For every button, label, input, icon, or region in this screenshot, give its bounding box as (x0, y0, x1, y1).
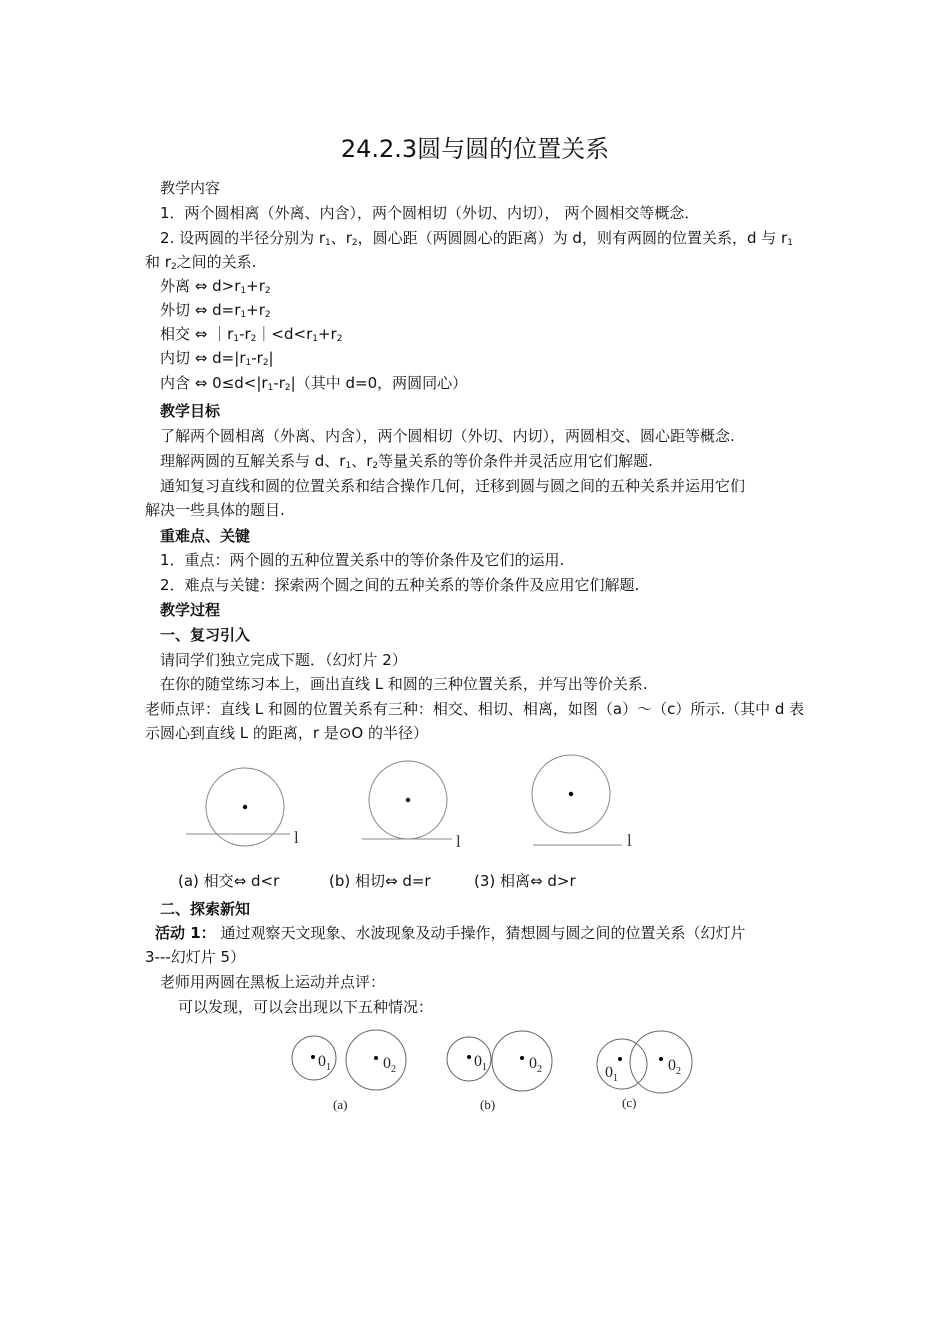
o2-label-a: $0_2$ (383, 1055, 396, 1075)
fig1-caption-a: (a) 相交⇔ d<r (178, 872, 280, 890)
content-item-2: 2. 设两圆的半径分别为 $r_1$、$r_2$，圆心距（两圆圆心的距离）为 d，则有两圆的位置关系，d 与 $r_1$ (160, 229, 793, 248)
figure-1a (186, 768, 290, 846)
paragraph-1: 请同学们独立完成下题．（幻灯片 2） (160, 651, 407, 669)
center-dot (569, 792, 573, 796)
activity-1: 活动 1： 通过观察天文现象、水波现象及动手操作，猜想圆与圆之间的位置关系（幻灯片 (155, 924, 746, 942)
key-heading: 重难点、关键 (160, 527, 251, 545)
fig1-caption-b: (b) 相切⇔ d=r (329, 872, 431, 890)
o1-label-c: $0_1$ (605, 1064, 618, 1084)
paragraph-3-cont: 示圆心到直线 L 的距离，r 是⊙O 的半径） (145, 724, 428, 742)
o1-label-a: $0_1$ (318, 1053, 331, 1073)
content-heading: 教学内容 (160, 179, 221, 197)
goal-1: 了解两个圆相离（外离、内含），两个圆相切（外切、内切），两圆相交、圆心距等概念. (160, 427, 735, 445)
goal-3: 通知复习直线和圆的位置关系和结合操作几何，迁移到圆与圆之间的五种关系并运用它们 (160, 477, 746, 495)
fig2-caption-c: (c) (622, 1095, 637, 1110)
line-label-c: l (627, 831, 632, 850)
paragraph-2: 在你的随堂练习本上，画出直线 L 和圆的三种位置关系，并写出等价关系. (160, 675, 648, 693)
key-2: 2．难点与关键：探索两个圆之间的五种关系的等价条件及应用它们解题. (160, 576, 640, 594)
paragraph-3: 老师点评：直线 L 和圆的位置关系有三种：相交、相切、相离，如图（a）～（c）所示.（其中 d 表 (145, 700, 805, 718)
section-1-heading: 一、复习引入 (160, 626, 251, 644)
relation-neihan: 内含 ⇔ $0\le d<|r_1-r_2|$（其中 d=0，两圆同心） (160, 374, 468, 393)
center-dot (406, 798, 410, 802)
key-1: 1．重点：两个圆的五种位置关系中的等价条件及它们的运用. (160, 551, 565, 569)
o1-label-b: $0_1$ (474, 1053, 487, 1073)
page-title: 24.2.3圆与圆的位置关系 (340, 135, 610, 163)
content-item-1: 1．两个圆相离（外离、内含），两个圆相切（外切、内切）， 两个圆相交等概念． (160, 204, 700, 222)
center-dot (243, 805, 247, 809)
relation-waili: 外离 ⇔ $d>r_1+r_2$ (160, 277, 271, 296)
section-2-heading: 二、探索新知 (160, 900, 251, 918)
line-label-b: l (456, 832, 461, 851)
figure-2c (597, 1031, 692, 1093)
paragraph-5: 可以发现，可以会出现以下五种情况： (178, 998, 434, 1016)
relation-neiqie: 内切 ⇔ $d=|r_1-r_2|$ (160, 349, 274, 368)
fig2-caption-a: (a) (333, 1097, 348, 1112)
goals-heading: 教学目标 (160, 402, 221, 420)
relation-xiangjiao: 相交 ⇔ $|r_1-r_2|<d<r_1+r_2$ (160, 325, 343, 344)
goal-2: 理解两圆的互解关系与 d、$r_1$、$r_2$等量关系的等价条件并灵活应用它们解题. (160, 452, 653, 471)
fig1-caption-c: (3) 相离⇔ d>r (474, 872, 576, 890)
activity-1-cont: 3---幻灯片 5） (145, 948, 246, 966)
process-heading: 教学过程 (160, 601, 221, 619)
paragraph-4: 老师用两圆在黑板上运动并点评： (160, 973, 386, 991)
o2-label-c: $0_2$ (668, 1057, 681, 1077)
fig2-caption-b: (b) (480, 1097, 496, 1112)
goal-3-cont: 解决一些具体的题目. (145, 501, 285, 519)
line-label-a: l (294, 828, 299, 847)
o2-label-b: $0_2$ (529, 1055, 542, 1075)
figure-1c (532, 755, 622, 845)
content-item-2-cont: 和 $r_2$之间的关系. (145, 253, 257, 272)
relation-waiqie: 外切 ⇔ $d=r_1+r_2$ (160, 301, 271, 320)
